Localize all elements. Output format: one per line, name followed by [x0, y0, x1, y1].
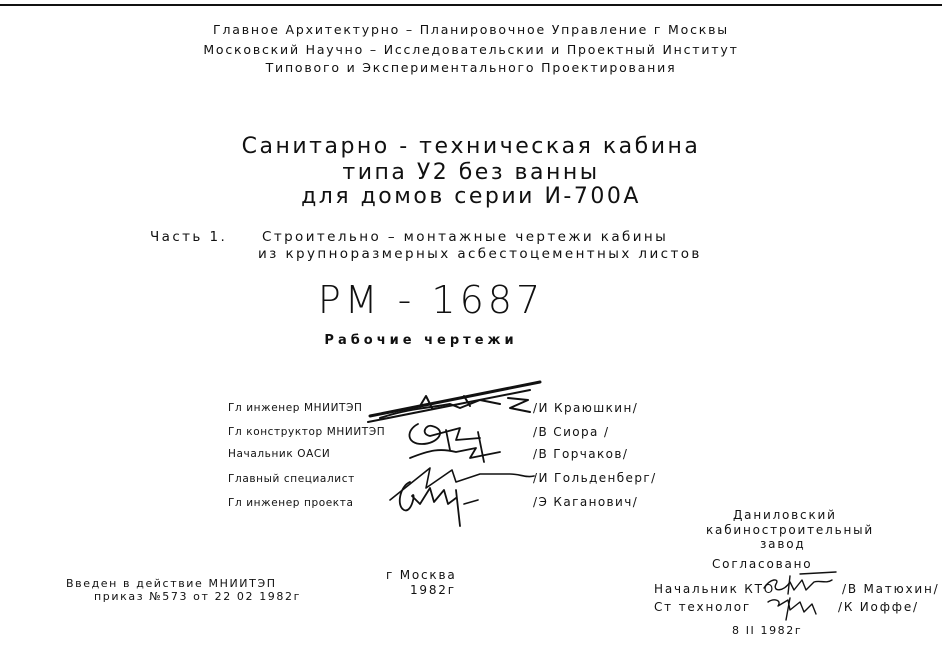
approval-name: /В Матюхин/: [842, 582, 940, 596]
signature-role: Гл инженер МНИИТЭП: [228, 402, 363, 414]
plant-line-3: завод: [760, 537, 806, 551]
year-line: 1982г: [410, 583, 456, 597]
city-line: г Москва: [386, 568, 457, 582]
signature-name: /Э Каганович/: [533, 495, 639, 509]
signature-role: Начальник ОАСИ: [228, 448, 331, 460]
document-subtitle: Рабочие чертежи: [324, 333, 518, 348]
signature-role: Гл инженер проекта: [228, 497, 354, 509]
title-line-3: для домов серии И-700А: [301, 184, 641, 209]
approval-date: 8 II 1982г: [732, 624, 803, 637]
header-line-2: Московский Научно – Исследовательскии и Проектный Институт: [203, 42, 739, 57]
part-line-1: Строительно – монтажные чертежи кабины: [262, 229, 669, 245]
signature-role: Гл конструктор МНИИТЭП: [228, 426, 386, 438]
part-line-2: из крупноразмерных асбестоцементных листов: [258, 246, 702, 262]
enacted-line-2: приказ №573 от 22 02 1982г: [94, 590, 301, 603]
plant-line-1: Даниловский: [733, 508, 837, 522]
signature-name: /И Гольденберг/: [533, 471, 657, 485]
document-code: РМ - 1687: [317, 278, 545, 322]
signature-name: /И Краюшкин/: [533, 401, 639, 415]
title-line-1: Санитарно - техническая кабина: [241, 134, 701, 159]
top-border-line: [0, 4, 942, 6]
agreed-label: Согласовано: [712, 557, 813, 571]
part-label: Часть 1.: [150, 229, 228, 245]
handwritten-approval-signatures: [760, 570, 844, 626]
plant-line-2: кабиностроительный: [706, 523, 874, 537]
header-line-1: Главное Архитектурно – Планировочное Управление г Москвы: [213, 22, 729, 37]
signature-name: /В Горчаков/: [533, 447, 629, 461]
approval-role: Начальник КТО: [654, 582, 775, 596]
approval-name: /К Иоффе/: [838, 600, 919, 614]
signature-role: Главный специалист: [228, 473, 355, 485]
header-line-3: Типового и Экспериментального Проектирования: [265, 60, 677, 75]
title-line-2: типа У2 без ванны: [342, 160, 600, 185]
approval-role: Ст технолог: [654, 600, 751, 614]
enacted-line-1: Введен в действие МНИИТЭП: [66, 577, 277, 590]
handwritten-signatures: [360, 378, 550, 528]
signature-name: /В Сиора /: [533, 425, 610, 439]
